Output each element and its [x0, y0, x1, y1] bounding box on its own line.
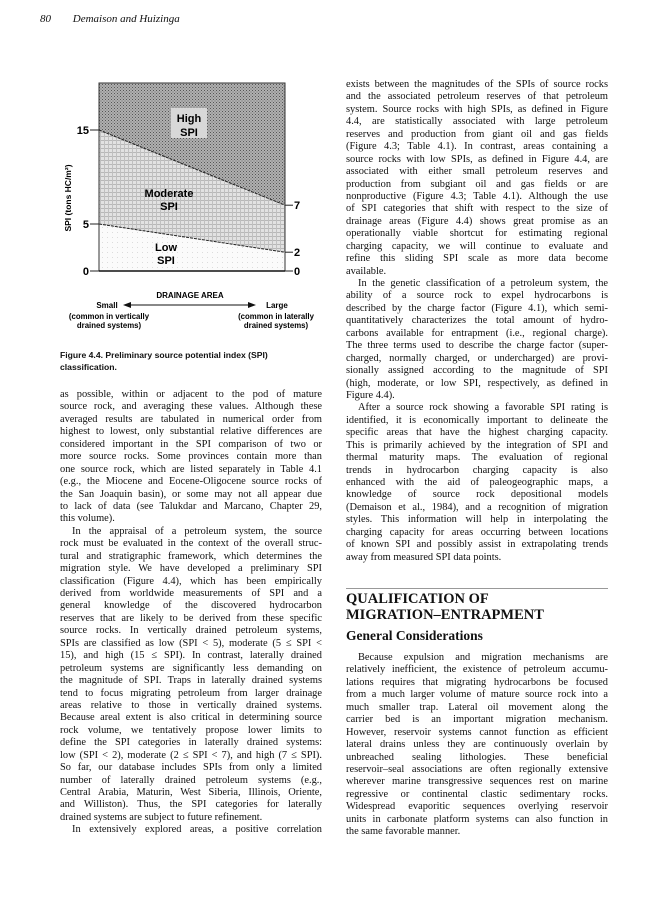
right-column-text — [346, 79, 608, 564]
text-line: to lack of data (see Talukdar and Marcano, Chapter 29, — [60, 500, 322, 512]
text-line: sionally assigned according to the magnitude of SPI — [346, 365, 608, 377]
paragraph — [60, 824, 322, 836]
text-line: regressive or continental clastic sedimentary rocks. — [346, 788, 608, 800]
text-line: specific areas that have the highest charging capacity. — [346, 427, 608, 439]
region-label-moderate: Moderate — [144, 188, 194, 200]
x-axis-title: DRAINAGE AREA — [156, 291, 224, 300]
caption-line: classification. — [60, 362, 117, 372]
text-line: So far, our database includes SPIs from only a limited — [60, 762, 322, 774]
text-line: charged, normally charged, or undercharged) are provi- — [346, 352, 608, 364]
text-line: lations requires that migrating hydrocarbons be focused — [346, 676, 608, 688]
text-line: general knowledge of the discovered hydrocarbon — [60, 600, 322, 612]
text-line: carbons available for entrapment (i.e., regional charge). — [346, 327, 608, 339]
paragraph — [346, 652, 608, 839]
right-tick-label: 0 — [294, 266, 301, 278]
paragraph — [346, 402, 608, 564]
text-line: averaged results are tabulated in numerical order from — [60, 413, 322, 425]
text-line: knowledge of source rock depositional models — [346, 489, 608, 501]
text-line: drained systems are subject to future refinement. — [60, 811, 263, 823]
x-right-note-1: (common in laterally — [238, 312, 314, 321]
text-line: source rocks. In vertically drained petroleum systems, — [60, 625, 322, 637]
x-left-note-1: (common in vertically — [68, 312, 150, 321]
text-line: Figure 4.4). — [346, 389, 395, 401]
text-line: derived from worldwide measurements of SPI and a — [60, 588, 322, 599]
text-line: low (SPI < 2), moderate (2 ≤ SPI < 7), and high (7 ≤ SPI). — [60, 749, 322, 761]
text-line: the San Joaquin basin), or some may not all appear due — [60, 488, 322, 500]
section-body-text — [346, 652, 608, 839]
text-line: and Williston). Thus, the SPI categories for laterally — [60, 799, 322, 811]
text-line: considered important in the SPI comparison of two or — [60, 438, 322, 450]
page-number: 80 — [40, 13, 51, 25]
text-line: reserves that are likely to be derived from these specific — [60, 612, 322, 624]
text-line: In extensively explored areas, a positive correlation — [72, 824, 322, 836]
text-line: this volume). — [60, 513, 115, 525]
x-right-note-2: drained systems) — [243, 321, 309, 330]
text-line: source rocks with low SPIs, as defined in Figure 4.4, are — [346, 153, 608, 165]
right-tick-label: 2 — [294, 247, 301, 260]
left-tick-label: 5 — [82, 219, 89, 231]
text-line: However, reservoir systems cannot function as efficient — [346, 726, 608, 738]
text-line: (high, moderate, or low SPI, respectively, as defined in — [346, 377, 608, 389]
text-line: rock must be evaluated in the context of the overall struc- — [60, 538, 322, 550]
text-line: reservoir–seal associations are often regionally extensive — [346, 763, 608, 775]
text-line: lateral drains unless they are continuously overlain by — [346, 739, 608, 751]
text-line: and the associated petroleum reserves of that petroleum — [346, 91, 608, 103]
left-tick-label: 15 — [76, 125, 89, 137]
right-tick-label: 7 — [294, 200, 301, 213]
paragraph — [346, 278, 608, 402]
text-line: one source rock, which are listed separately in Table 4.1 — [60, 463, 322, 475]
region-label-low: Low — [155, 242, 177, 254]
paragraph — [346, 79, 608, 278]
text-line: exists between the magnitudes of the SPIs of source rocks — [346, 79, 608, 90]
paragraph — [60, 389, 322, 526]
text-line: system. Source rocks with high SPIs, as defined in Figure — [346, 103, 608, 115]
text-line: tural and stratigraphic framework, which determines the — [60, 550, 322, 562]
region-label-high-spi: SPI — [180, 127, 198, 139]
text-line: charging capacity, we will continue to evaluate and — [346, 240, 608, 252]
text-line: number of laterally drained petroleum systems (e.g., — [60, 774, 322, 786]
text-line: production from subgiant oil and gas fields or are — [346, 178, 608, 190]
text-line: away from measured SPI data points. — [346, 551, 502, 563]
text-line: SPIs are classified as low (SPI < 5), moderate (5 ≤ SPI < — [60, 637, 322, 649]
text-line: enhanced with the aid of paleogeographic maps, a — [346, 477, 608, 488]
region-label-low-spi: SPI — [157, 255, 175, 267]
text-line: of known SPI and possibly assist in extrapolating trends — [346, 539, 608, 551]
text-line: described by the charge factor (Figure 4.1), which semi- — [346, 302, 608, 314]
section-divider — [346, 588, 608, 589]
left-column-text — [60, 389, 322, 837]
double-arrow-icon — [123, 302, 256, 308]
text-line: charging capacity for areas occurring between locations — [346, 526, 608, 538]
text-line: available. — [346, 265, 387, 277]
text-line: nonproductive (Figure 4.3; Table 4.1). Although the use — [346, 190, 608, 202]
text-line: classification (Figure 4.4), which has been empirically — [60, 575, 322, 587]
text-line: (Demaison et al., 1984), and a recognition of migration — [346, 501, 608, 513]
text-line: The three terms used to describe the charge factor (super- — [346, 340, 608, 352]
paragraph — [60, 526, 322, 825]
text-line: ability of a source rock to expel hydrocarbons is — [346, 290, 608, 302]
text-line: thermal maturity maps. The evaluation of regional — [346, 452, 608, 464]
text-line: (Figure 4.3; Table 4.1). In contrast, areas containing a — [346, 141, 608, 153]
text-line: identified, it is economically important to delineate the — [346, 414, 608, 426]
text-line: reserves and production from giant oil and gas fields — [346, 128, 608, 140]
text-line: Because areal extent is also critical in determining source — [60, 712, 322, 724]
text-line: operationally viable shortcut for estimating regional — [346, 228, 608, 240]
text-line: much smaller trap. Lateral oil movement along the — [346, 701, 608, 713]
text-line: areas relative to those in vertically drained systems. — [60, 699, 322, 711]
text-line: (e.g., the Miocene and Eocene-Oligocene source rocks of — [60, 476, 322, 488]
text-line: rock volume, we tentatively propose lower limits to — [60, 724, 322, 736]
text-line: styles. This information will help in interpolating the — [346, 514, 608, 526]
text-line: This is primarily achieved by the integration of SPI and — [346, 439, 608, 451]
text-line: source rock, and averaging these values. Although these — [60, 401, 322, 413]
text-line: wherever marine transgressive sequences rest on marine — [346, 776, 608, 788]
region-label-high: High — [176, 113, 202, 125]
text-line: highest to lowest, only substantial relative differences are — [60, 426, 322, 438]
text-line: After a source rock showing a favorable SPI rating is — [358, 402, 608, 414]
text-line: of SPI categories that shift with respect to the size of — [346, 203, 608, 215]
caption-line: Figure 4.4. Preliminary source potential index (SPI) — [60, 350, 268, 360]
text-line: trends in hydrocarbon charging capacity is also — [346, 464, 608, 476]
subsection-heading: General Considerations — [346, 628, 483, 643]
text-line: define the SPI categories in laterally drained systems: — [60, 737, 322, 749]
x-left-label: Small — [96, 301, 118, 310]
text-line: 15), and high (15 ≤ SPI). In contrast, laterally drained — [60, 650, 322, 662]
text-line: In the genetic classification of a petroleum system, the — [358, 278, 608, 289]
text-line: tend to focus migrating petroleum from larger drainage — [60, 687, 322, 699]
text-line: petroleum systems are significantly less demanding on — [60, 662, 322, 674]
x-left-note-2: drained systems) — [76, 321, 142, 330]
text-line: drainage areas (Figure 4.4) shows great promise as an — [346, 215, 608, 227]
text-line: the same favorable manner. — [346, 826, 461, 838]
y-axis-title: SPI (tons HC/m²) — [63, 164, 73, 232]
text-line: Central Arabia, Maturin, West Siberia, Illinois, Oriente, — [60, 787, 322, 798]
text-line: as possible, within or adjacent to the pod of mature — [60, 389, 322, 400]
left-tick-label: 0 — [82, 266, 89, 278]
section-heading-line: MIGRATION–ENTRAPMENT — [346, 607, 544, 623]
section-heading — [346, 591, 544, 623]
figure-caption — [60, 349, 268, 373]
text-line: more source rocks. Some provinces contain more than — [60, 451, 322, 463]
text-line: migration style. We have developed a preliminary SPI — [60, 563, 322, 575]
text-line: Widespread evaporitic sequences overlying reservoir — [346, 801, 608, 813]
text-line: relatively inefficient, the existence of petroleum accumu- — [346, 664, 608, 676]
text-line: units in carbonate platform systems can also function in — [346, 813, 608, 825]
region-label-moderate-spi: SPI — [160, 201, 178, 213]
x-right-label: Large — [266, 301, 288, 310]
text-line: quantitatively characterizes the total amount of hydro- — [346, 315, 608, 327]
running-title: Demaison and Huizinga — [72, 13, 180, 25]
text-line: refine this sliding SPI scale as more data become — [346, 253, 608, 265]
section-heading-line: QUALIFICATION OF — [346, 591, 489, 607]
text-line: In the appraisal of a petroleum system, the source — [72, 525, 322, 537]
text-line: associated with either small petroleum reserves and — [346, 166, 608, 178]
text-line: 4.4, are statistically associated with large petroleum — [346, 116, 608, 128]
text-line: carrier bed is an important migration mechanism. — [346, 714, 608, 726]
text-line: unbreached sealing lithologies. These beneficial — [346, 751, 608, 763]
text-line: from a much larger volume of mature source rock into a — [346, 689, 608, 701]
text-line: the magnitude of SPI. Traps in laterally drained systems — [60, 675, 322, 687]
text-line: Because expulsion and migration mechanisms are — [358, 652, 608, 663]
